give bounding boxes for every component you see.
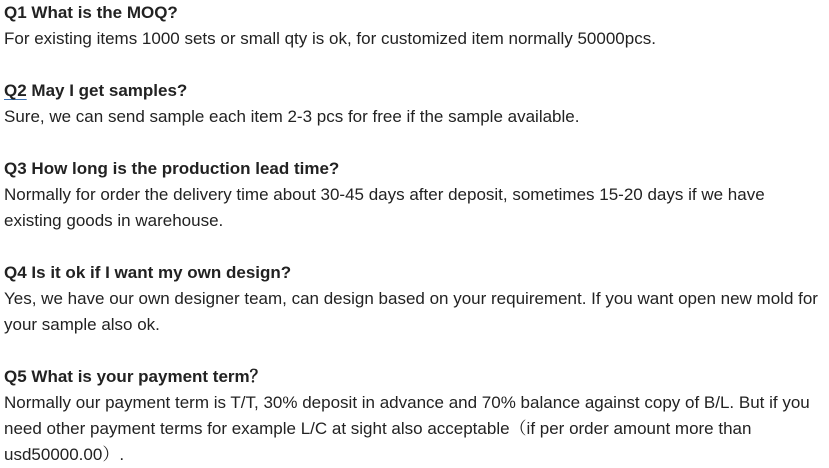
faq-answer: Yes, we have our own designer team, can design based on your requirement. If you want open new mold for your sample also ok. [4,289,818,334]
question-text: How long is the production lead time? [31,159,340,178]
faq-item-q5 [4,364,825,468]
question-text: May I get samples? [31,81,188,100]
question-text: Is it ok if I want my own design? [31,263,292,282]
faq-answer: Normally our payment term is T/T, 30% deposit in advance and 70% balance against copy of B/L. But if you need other payment terms for example L/C at sight also acceptable（if per order amount more than usd50000.00）. [4,393,810,464]
faq-question [4,364,825,390]
faq-item-q4 [4,260,825,338]
faq-answer: Normally for order the delivery time about 30-45 days after deposit, sometimes 15-20 days if we have existing goods in warehouse. [4,185,765,230]
question-number: Q2 [4,81,27,100]
question-number: Q3 [4,159,27,178]
faq-answer: For existing items 1000 sets or small qty is ok, for customized item normally 50000pcs. [4,29,656,48]
question-number: Q1 [4,3,27,22]
question-number: Q5 [4,367,27,386]
faq-item-q2 [4,78,825,130]
faq-question [4,156,825,182]
question-text: What is the MOQ? [31,3,178,22]
question-text: What is your payment term？ [31,367,267,386]
faq-answer: Sure, we can send sample each item 2-3 pcs for free if the sample available. [4,107,580,126]
faq-item-q3 [4,156,825,234]
faq-question [4,0,825,26]
faq-question [4,260,825,286]
faq-question [4,78,825,104]
question-number: Q4 [4,263,27,282]
faq-item-q1 [4,0,825,52]
